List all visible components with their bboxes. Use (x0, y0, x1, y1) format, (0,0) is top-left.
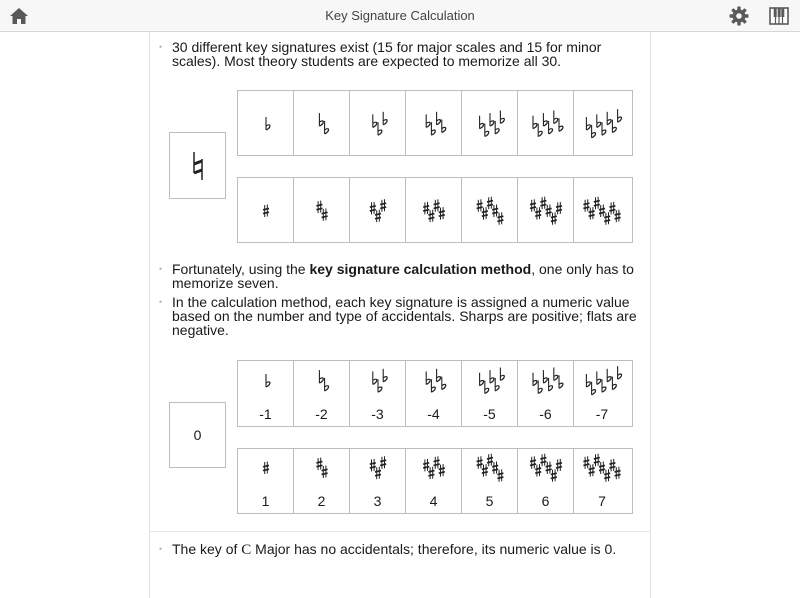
sharp-signature-icon (518, 178, 574, 244)
sharp-value-row (237, 448, 633, 514)
flat-glyph (618, 109, 622, 122)
sharp-glyph (594, 197, 600, 210)
flat-signature-icon (462, 91, 518, 157)
flat-glyph (490, 370, 494, 383)
flat-glyph (543, 370, 547, 383)
bullet-text: • 30 different key signatures exist (15 for major scales and 15 for minor scales). Most theory students are expected to memorize all 30. (172, 39, 602, 69)
flat-glyph (612, 120, 616, 133)
sharp-signature-icon (462, 178, 518, 244)
flat-value: -1 (259, 406, 272, 422)
flat-value: -4 (427, 406, 440, 422)
sharp-signature-row (237, 177, 633, 243)
sharp-cell (518, 178, 574, 242)
flat-signature-icon (350, 91, 406, 157)
flat-value-cell (350, 361, 406, 426)
sharp-signature-icon (238, 449, 294, 487)
flat-signature-icon (238, 361, 294, 401)
flat-value: -3 (371, 406, 384, 422)
sharp-signature-icon (350, 449, 406, 487)
sharp-glyph (370, 202, 376, 215)
flat-signature-icon (574, 361, 630, 401)
sharp-cell (574, 178, 630, 242)
sharp-cell (462, 178, 518, 242)
flat-signature-icon (462, 361, 518, 401)
flat-glyph (383, 112, 387, 125)
sharp-glyph (322, 208, 328, 221)
sharp-glyph (380, 199, 386, 212)
flat-value-cell (462, 361, 518, 426)
flat-signature-icon (518, 91, 574, 157)
flat-value-cell (238, 361, 294, 426)
sharp-cell (294, 178, 350, 242)
flat-glyph (592, 382, 596, 395)
sharp-glyph (423, 459, 429, 472)
sharp-glyph (556, 459, 562, 472)
flat-cell (294, 91, 350, 155)
sharp-value: 3 (373, 493, 382, 509)
flat-glyph (431, 379, 435, 392)
sharp-glyph (492, 462, 498, 475)
sharp-glyph (434, 456, 440, 469)
sharp-glyph (380, 456, 386, 469)
sharp-glyph (492, 205, 498, 218)
flat-glyph (378, 122, 382, 135)
bullet-calculation-method (159, 262, 643, 290)
sharp-value: 4 (429, 493, 438, 509)
sharp-glyph (434, 199, 440, 212)
flat-glyph (266, 117, 270, 130)
flat-glyph (437, 112, 441, 125)
sharp-signature-icon (462, 449, 518, 487)
sharp-value-cell (462, 449, 518, 513)
sharp-signature-icon (294, 178, 350, 244)
sharp-glyph (599, 205, 605, 218)
flat-glyph (612, 377, 616, 390)
sharp-signature-icon (294, 449, 350, 487)
bullet-text: • In the calculation method, each key signature is assigned a numeric value based on the number and type of accidentals. Sharps are positive; flats are negative. (172, 294, 637, 338)
piano-keyboard-icon[interactable] (768, 5, 790, 27)
sharp-glyph (530, 199, 536, 212)
flat-glyph (607, 112, 611, 125)
sharp-signature-icon (518, 449, 574, 487)
flat-glyph (266, 374, 270, 387)
bullet-c-major (159, 542, 643, 557)
top-bar (0, 0, 800, 32)
flat-value: -5 (483, 406, 496, 422)
flat-cell (238, 91, 294, 155)
sharp-glyph (375, 210, 381, 223)
bullet-text (172, 542, 643, 557)
flat-glyph (373, 371, 377, 384)
flat-signature-row (237, 90, 633, 156)
flat-glyph (500, 111, 504, 124)
sharp-glyph (615, 467, 621, 480)
sharp-glyph (609, 459, 615, 472)
sharp-glyph (589, 207, 595, 220)
sharp-value-cell (574, 449, 630, 513)
flat-glyph (325, 378, 329, 391)
flat-glyph (383, 369, 387, 382)
sharp-glyph (551, 469, 557, 482)
bullet-text-part: Major has no accidentals; therefore, its numeric value is 0. (251, 541, 617, 557)
sharp-glyph (263, 205, 269, 218)
flat-glyph (495, 121, 499, 134)
sharp-value: 7 (598, 493, 606, 509)
flat-glyph (592, 125, 596, 138)
sharp-value-cell (238, 449, 294, 513)
flat-glyph (559, 375, 563, 388)
flat-glyph (426, 114, 430, 127)
sharp-glyph (546, 205, 552, 218)
sharp-glyph (583, 456, 589, 469)
flat-glyph (442, 120, 446, 133)
flat-glyph (485, 381, 489, 394)
flat-glyph (490, 113, 494, 126)
flat-signature-icon (294, 361, 350, 401)
flat-value-row (237, 360, 633, 427)
bullet-text-part: The key of (172, 541, 242, 557)
flat-glyph (378, 379, 382, 392)
flat-glyph (533, 373, 537, 386)
flat-glyph (437, 369, 441, 382)
flat-value: -2 (315, 406, 328, 422)
bullet-numeric-values (159, 295, 643, 337)
sharp-value: 5 (485, 493, 494, 509)
sharp-glyph (540, 454, 546, 467)
sharp-glyph (477, 199, 483, 212)
sharp-cell (406, 178, 462, 242)
sharp-cell (350, 178, 406, 242)
flat-glyph (538, 381, 542, 394)
natural-sign-box (169, 132, 226, 199)
sharp-signature-icon (406, 449, 462, 487)
sharp-glyph (375, 467, 381, 480)
sharp-glyph (482, 207, 488, 220)
flat-glyph (597, 371, 601, 384)
sharp-glyph (556, 202, 562, 215)
sharp-glyph (604, 212, 610, 225)
sharp-glyph (530, 456, 536, 469)
flat-value-cell (294, 361, 350, 426)
sharp-glyph (497, 212, 503, 225)
sharp-glyph (263, 462, 269, 475)
sharp-signature-icon (350, 178, 406, 244)
sharp-glyph (497, 469, 503, 482)
sharp-glyph (599, 462, 605, 475)
bullet-key-signature-count (159, 40, 643, 68)
sharp-glyph (487, 454, 493, 467)
flat-glyph (618, 366, 622, 379)
flat-signature-icon (574, 91, 630, 157)
flat-signature-icon (406, 91, 462, 157)
zero-value: 0 (193, 427, 202, 443)
sharp-glyph (594, 454, 600, 467)
flat-glyph (495, 378, 499, 391)
flat-glyph (549, 121, 553, 134)
flat-glyph (480, 373, 484, 386)
flat-glyph (325, 121, 329, 134)
flat-glyph (602, 379, 606, 392)
sharp-value: 6 (541, 493, 550, 509)
bullet-text-part: , one only has to memorize seven. (172, 261, 634, 291)
sharp-glyph (370, 459, 376, 472)
flat-signature-icon (406, 361, 462, 401)
page-title: Key Signature Calculation (325, 8, 475, 23)
bullet-bold-term: key signature calculation method (309, 261, 532, 277)
flat-glyph (602, 122, 606, 135)
flat-glyph (426, 371, 430, 384)
sharp-signature-icon (574, 449, 630, 487)
sharp-glyph (428, 467, 434, 480)
flat-glyph (549, 378, 553, 391)
flat-value: -6 (539, 406, 552, 422)
flat-glyph (559, 118, 563, 131)
flat-glyph (543, 113, 547, 126)
sharp-glyph (551, 212, 557, 225)
flat-value-cell (406, 361, 462, 426)
sharp-glyph (546, 462, 552, 475)
bullet-text-part: Fortunately, using the (172, 261, 310, 277)
bullet-text (172, 262, 643, 290)
sharp-glyph (583, 199, 589, 212)
flat-glyph (554, 111, 558, 124)
sharp-glyph (589, 464, 595, 477)
sharp-glyph (322, 465, 328, 478)
sharp-glyph (615, 210, 621, 223)
flat-cell (406, 91, 462, 155)
sharp-value-cell (294, 449, 350, 513)
sharp-value-cell (350, 449, 406, 513)
sharp-signature-icon (574, 178, 630, 244)
flat-value: -7 (595, 406, 609, 422)
flat-glyph (480, 116, 484, 129)
sharp-glyph (487, 197, 493, 210)
flat-glyph (500, 368, 504, 381)
sharp-glyph (535, 464, 541, 477)
flat-cell (350, 91, 406, 155)
sharp-glyph (316, 201, 322, 214)
flat-signature-icon (238, 91, 294, 157)
sharp-value-cell (406, 449, 462, 513)
sharp-glyph (604, 469, 610, 482)
sharp-glyph (609, 202, 615, 215)
flat-cell (518, 91, 574, 155)
content-page (149, 32, 651, 598)
sharp-glyph (316, 458, 322, 471)
sharp-cell (238, 178, 294, 242)
sharp-glyph (439, 464, 445, 477)
sharp-glyph (423, 202, 429, 215)
flat-glyph (597, 114, 601, 127)
flat-signature-icon (294, 91, 350, 157)
gear-icon[interactable] (728, 5, 750, 27)
sharp-value: 1 (261, 493, 270, 509)
key-name: C (241, 542, 252, 558)
flat-glyph (431, 122, 435, 135)
flat-glyph (533, 116, 537, 129)
flat-glyph (586, 117, 590, 130)
flat-glyph (538, 124, 542, 137)
sharp-glyph (535, 207, 541, 220)
flat-glyph (319, 370, 323, 383)
flat-glyph (485, 124, 489, 137)
flat-glyph (319, 113, 323, 126)
sharp-glyph (428, 210, 434, 223)
flat-signature-icon (518, 361, 574, 401)
zero-value-box (169, 402, 226, 468)
flat-glyph (554, 368, 558, 381)
sharp-value: 2 (317, 493, 326, 509)
flat-cell (574, 91, 630, 155)
flat-glyph (586, 374, 590, 387)
flat-signature-icon (350, 361, 406, 401)
sharp-glyph (540, 197, 546, 210)
section-divider (150, 531, 650, 532)
natural-sign-icon (188, 149, 208, 183)
flat-value-cell (518, 361, 574, 426)
sharp-glyph (439, 207, 445, 220)
flat-glyph (442, 377, 446, 390)
sharp-value-cell (518, 449, 574, 513)
sharp-signature-icon (238, 178, 294, 244)
sharp-signature-icon (406, 178, 462, 244)
sharp-glyph (482, 464, 488, 477)
flat-value-cell (574, 361, 630, 426)
sharp-glyph (477, 456, 483, 469)
flat-glyph (607, 369, 611, 382)
flat-glyph (373, 114, 377, 127)
flat-cell (462, 91, 518, 155)
